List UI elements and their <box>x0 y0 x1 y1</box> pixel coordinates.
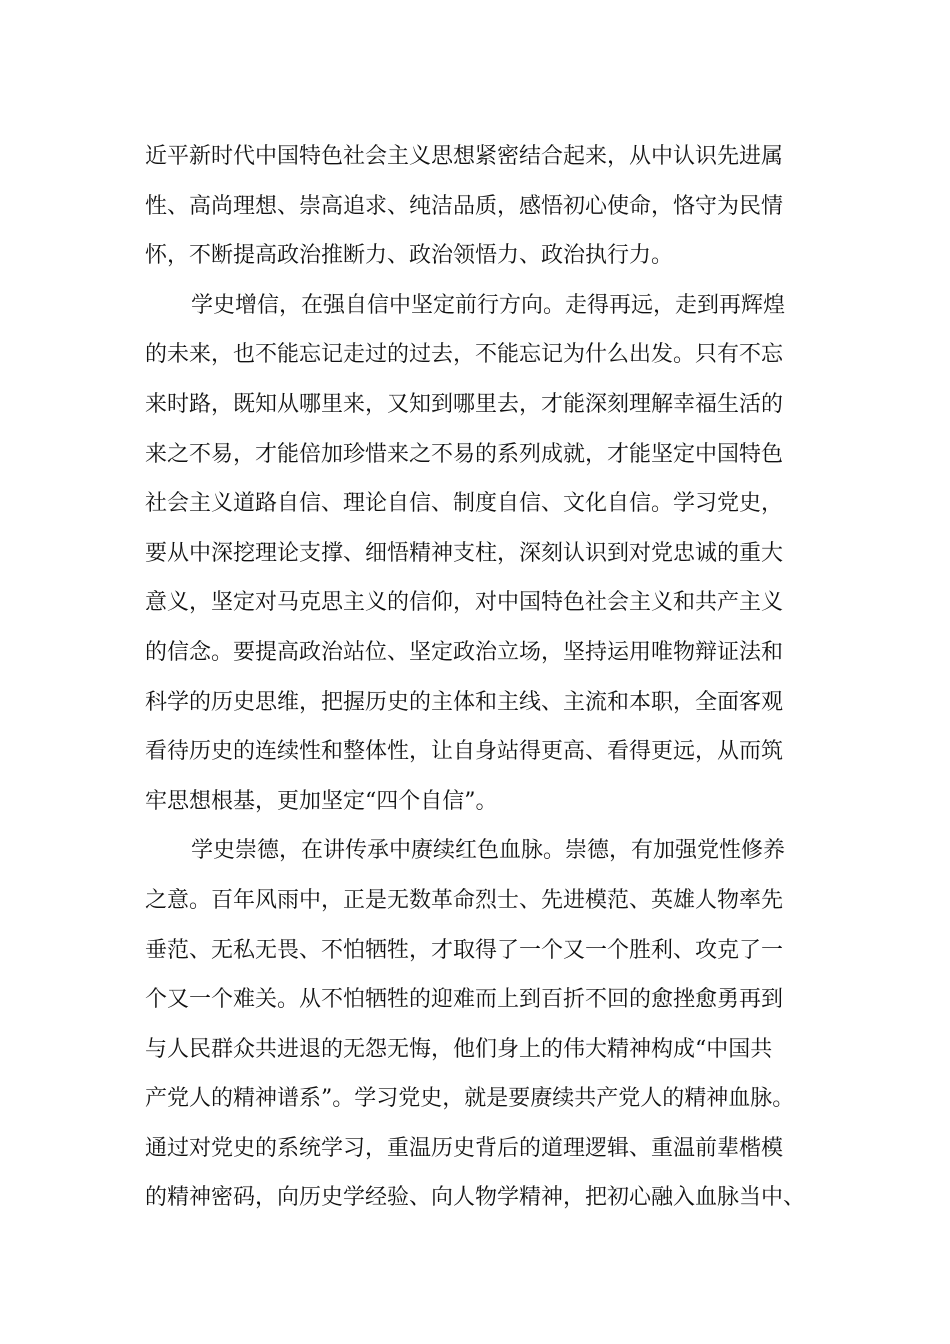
text-line: 来之不易，才能倍加珍惜来之不易的系列成就，才能坚定中国特色 <box>145 441 784 467</box>
text-line: 性、高尚理想、崇高追求、纯洁品质，感悟初心使命，恪守为民情 <box>145 193 784 219</box>
text-line: 看待历史的连续性和整体性，让自身站得更高、看得更远，从而筑 <box>145 739 784 765</box>
text-line: 近平新时代中国特色社会主义思想紧密结合起来，从中认识先进属 <box>145 144 784 169</box>
text-line: 科学的历史思维，把握历史的主体和主线、主流和本职，全面客观 <box>145 689 784 715</box>
body-text <box>145 132 825 1223</box>
text-line: 意义，坚定对马克思主义的信仰，对中国特色社会主义和共产主义 <box>145 590 784 616</box>
text-line: 要从中深挖理论支撑、细悟精神支柱，深刻认识到对党忠诚的重大 <box>145 540 784 566</box>
text-line: 社会主义道路自信、理论自信、制度自信、文化自信。学习党史， <box>145 491 784 517</box>
text-line: 产党人的精神谱系”。学习党史，就是要赓续共产党人的精神血脉。 <box>145 1086 795 1112</box>
text-line: 学史增信，在强自信中坚定前行方向。走得再远，走到再辉煌 <box>191 292 786 318</box>
text-line: 通过对党史的系统学习，重温历史背后的道理逻辑、重温前辈楷模 <box>145 1135 784 1161</box>
text-line: 垂范、无私无畏、不怕牺牲，才取得了一个又一个胜利、攻克了一 <box>145 937 784 963</box>
text-line: 的未来，也不能忘记走过的过去，不能忘记为什么出发。只有不忘 <box>145 342 784 368</box>
text-line: 的精神密码，向历史学经验、向人物学精神，把初心融入血脉当中、 <box>145 1185 806 1211</box>
text-line: 之意。百年风雨中，正是无数革命烈士、先进模范、英雄人物率先 <box>145 887 784 913</box>
text-line: 来时路，既知从哪里来，又知到哪里去，才能深刻理解幸福生活的 <box>145 391 784 417</box>
text-line: 牢思想根基，更加坚定“四个自信”。 <box>145 788 498 814</box>
paragraph <box>145 281 825 827</box>
paragraph <box>145 826 825 1223</box>
text-line: 的信念。要提高政治站位、坚定政治立场，坚持运用唯物辩证法和 <box>145 639 784 665</box>
paragraph <box>145 132 825 281</box>
text-line: 学史崇德，在讲传承中赓续红色血脉。崇德，有加强党性修养 <box>191 838 786 864</box>
text-line: 个又一个难关。从不怕牺牲的迎难而上到百折不回的愈挫愈勇再到 <box>145 987 784 1013</box>
text-line: 与人民群众共进退的无怨无悔，他们身上的伟大精神构成“中国共 <box>145 1036 773 1062</box>
text-line: 怀，不断提高政治推断力、政治领悟力、政治执行力。 <box>145 243 674 269</box>
